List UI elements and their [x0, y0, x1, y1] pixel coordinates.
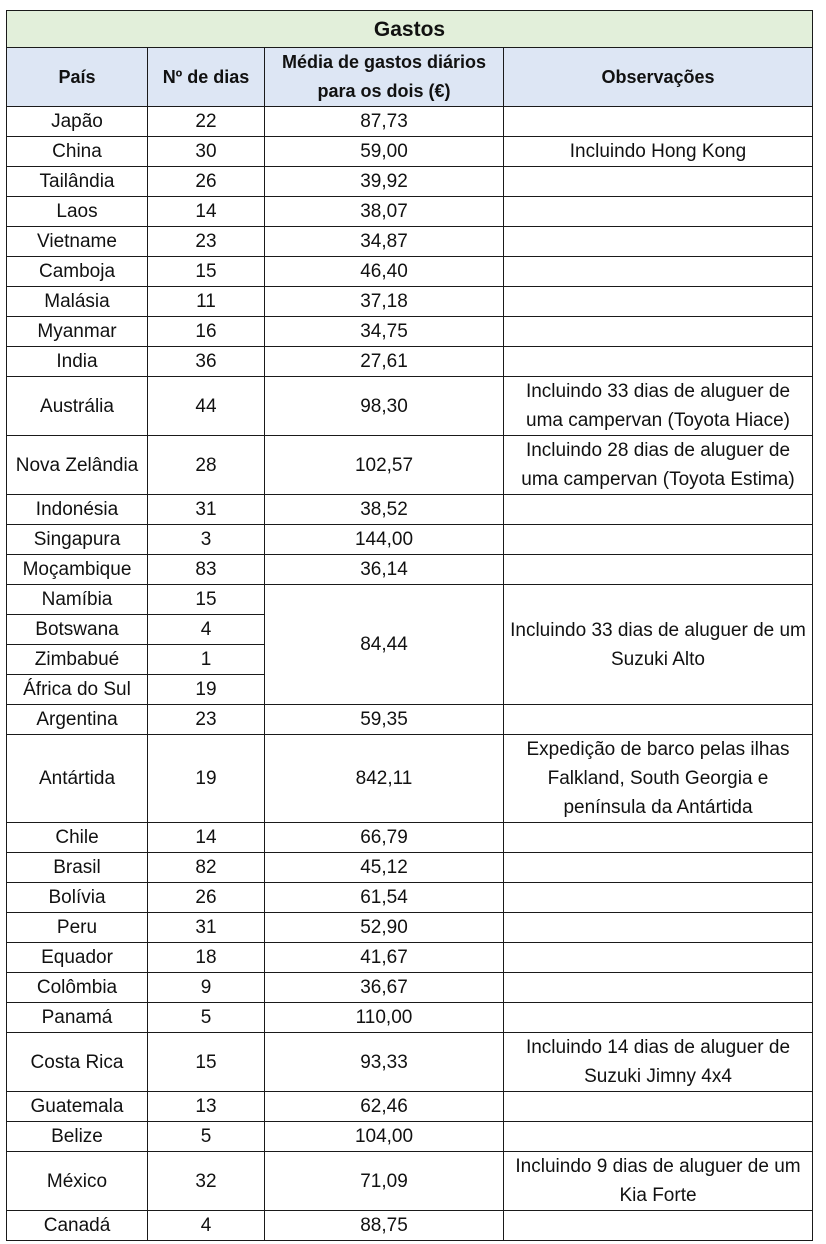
country-cell: México — [7, 1152, 148, 1211]
country-cell: Japão — [7, 107, 148, 137]
days-cell: 19 — [148, 675, 265, 705]
notes-cell — [504, 1003, 813, 1033]
days-cell: 13 — [148, 1092, 265, 1122]
country-cell: Guatemala — [7, 1092, 148, 1122]
country-cell: Equador — [7, 943, 148, 973]
days-cell: 26 — [148, 883, 265, 913]
table-row — [7, 227, 813, 257]
country-cell: India — [7, 347, 148, 377]
average-cell: 59,35 — [265, 705, 504, 735]
country-cell: Botswana — [7, 615, 148, 645]
average-cell: 62,46 — [265, 1092, 504, 1122]
average-cell: 110,00 — [265, 1003, 504, 1033]
country-cell: Brasil — [7, 853, 148, 883]
average-cell: 842,11 — [265, 735, 504, 823]
average-cell: 102,57 — [265, 436, 504, 495]
average-cell: 59,00 — [265, 137, 504, 167]
days-cell: 4 — [148, 1211, 265, 1241]
country-cell: Singapura — [7, 525, 148, 555]
table-row — [7, 1211, 813, 1241]
average-cell: 52,90 — [265, 913, 504, 943]
notes-cell — [504, 1092, 813, 1122]
notes-cell — [504, 705, 813, 735]
notes-cell — [504, 495, 813, 525]
days-cell: 14 — [148, 197, 265, 227]
average-cell: 71,09 — [265, 1152, 504, 1211]
days-cell: 9 — [148, 973, 265, 1003]
country-cell: Argentina — [7, 705, 148, 735]
table-row — [7, 973, 813, 1003]
header-days: Nº de dias — [148, 48, 265, 107]
table-row — [7, 913, 813, 943]
country-cell: Namíbia — [7, 585, 148, 615]
average-cell: 38,07 — [265, 197, 504, 227]
notes-cell — [504, 1211, 813, 1241]
notes-cell — [504, 317, 813, 347]
table-row — [7, 137, 813, 167]
days-cell: 15 — [148, 257, 265, 287]
notes-cell — [504, 525, 813, 555]
country-cell: Nova Zelândia — [7, 436, 148, 495]
header-notes: Observações — [504, 48, 813, 107]
average-cell: 61,54 — [265, 883, 504, 913]
table-row — [7, 436, 813, 495]
average-cell-southern-africa: 84,44 — [265, 585, 504, 705]
table-row — [7, 853, 813, 883]
table-row — [7, 287, 813, 317]
days-cell: 32 — [148, 1152, 265, 1211]
notes-cell — [504, 257, 813, 287]
country-cell: Camboja — [7, 257, 148, 287]
average-cell: 87,73 — [265, 107, 504, 137]
table-row — [7, 197, 813, 227]
days-cell: 11 — [148, 287, 265, 317]
days-cell: 44 — [148, 377, 265, 436]
days-cell: 14 — [148, 823, 265, 853]
country-cell: Panamá — [7, 1003, 148, 1033]
country-cell: Belize — [7, 1122, 148, 1152]
days-cell: 23 — [148, 227, 265, 257]
table-row — [7, 823, 813, 853]
notes-cell — [504, 853, 813, 883]
average-cell: 98,30 — [265, 377, 504, 436]
average-cell: 88,75 — [265, 1211, 504, 1241]
notes-cell: Incluindo 33 dias de aluguer de uma campervan (Toyota Hiace) — [504, 377, 813, 436]
average-cell: 34,75 — [265, 317, 504, 347]
country-cell: Antártida — [7, 735, 148, 823]
country-cell: Costa Rica — [7, 1033, 148, 1092]
average-cell: 39,92 — [265, 167, 504, 197]
notes-cell-southern-africa: Incluindo 33 dias de aluguer de um Suzuki Alto — [504, 585, 813, 705]
country-cell: Peru — [7, 913, 148, 943]
days-cell: 31 — [148, 913, 265, 943]
average-cell: 93,33 — [265, 1033, 504, 1092]
days-cell: 1 — [148, 645, 265, 675]
notes-cell: Expedição de barco pelas ilhas Falkland, South Georgia e península da Antártida — [504, 735, 813, 823]
table-row — [7, 377, 813, 436]
days-cell: 82 — [148, 853, 265, 883]
days-cell: 28 — [148, 436, 265, 495]
table-row — [7, 705, 813, 735]
table-row — [7, 883, 813, 913]
header-country: País — [7, 48, 148, 107]
table-row — [7, 525, 813, 555]
country-cell: Malásia — [7, 287, 148, 317]
days-cell: 22 — [148, 107, 265, 137]
table-row — [7, 257, 813, 287]
notes-cell: Incluindo 14 dias de aluguer de Suzuki Jimny 4x4 — [504, 1033, 813, 1092]
days-cell: 83 — [148, 555, 265, 585]
country-cell: Bolívia — [7, 883, 148, 913]
notes-cell — [504, 883, 813, 913]
table-row — [7, 317, 813, 347]
days-cell: 30 — [148, 137, 265, 167]
country-cell: Tailândia — [7, 167, 148, 197]
country-cell: Vietname — [7, 227, 148, 257]
country-cell: China — [7, 137, 148, 167]
table-row — [7, 555, 813, 585]
table-row — [7, 1152, 813, 1211]
notes-cell — [504, 227, 813, 257]
table-row — [7, 943, 813, 973]
table-row — [7, 1003, 813, 1033]
average-cell: 34,87 — [265, 227, 504, 257]
notes-cell — [504, 943, 813, 973]
notes-cell — [504, 1122, 813, 1152]
days-cell: 3 — [148, 525, 265, 555]
average-cell: 36,67 — [265, 973, 504, 1003]
table-row — [7, 1122, 813, 1152]
days-cell: 16 — [148, 317, 265, 347]
days-cell: 15 — [148, 585, 265, 615]
notes-cell: Incluindo Hong Kong — [504, 137, 813, 167]
days-cell: 5 — [148, 1122, 265, 1152]
notes-cell — [504, 347, 813, 377]
days-cell: 31 — [148, 495, 265, 525]
days-cell: 26 — [148, 167, 265, 197]
expenses-table — [6, 10, 813, 1241]
average-cell: 41,67 — [265, 943, 504, 973]
table-row — [7, 107, 813, 137]
country-cell: Canadá — [7, 1211, 148, 1241]
average-cell: 38,52 — [265, 495, 504, 525]
country-cell: Chile — [7, 823, 148, 853]
notes-cell: Incluindo 9 dias de aluguer de um Kia Forte — [504, 1152, 813, 1211]
table-row — [7, 495, 813, 525]
average-cell: 144,00 — [265, 525, 504, 555]
days-cell: 5 — [148, 1003, 265, 1033]
average-cell: 37,18 — [265, 287, 504, 317]
notes-cell: Incluindo 28 dias de aluguer de uma campervan (Toyota Estima) — [504, 436, 813, 495]
notes-cell — [504, 197, 813, 227]
average-cell: 104,00 — [265, 1122, 504, 1152]
average-cell: 66,79 — [265, 823, 504, 853]
days-cell: 23 — [148, 705, 265, 735]
notes-cell — [504, 913, 813, 943]
notes-cell — [504, 107, 813, 137]
notes-cell — [504, 167, 813, 197]
notes-cell — [504, 287, 813, 317]
days-cell: 19 — [148, 735, 265, 823]
notes-cell — [504, 973, 813, 1003]
country-cell: Moçambique — [7, 555, 148, 585]
average-cell: 46,40 — [265, 257, 504, 287]
table-row — [7, 1092, 813, 1122]
table-row — [7, 1033, 813, 1092]
average-cell: 27,61 — [265, 347, 504, 377]
table-title: Gastos — [7, 11, 813, 48]
header-average-daily-spend: Média de gastos diários para os dois (€) — [265, 48, 504, 107]
notes-cell — [504, 555, 813, 585]
country-cell: África do Sul — [7, 675, 148, 705]
average-cell: 45,12 — [265, 853, 504, 883]
country-cell: Laos — [7, 197, 148, 227]
table-row — [7, 347, 813, 377]
days-cell: 15 — [148, 1033, 265, 1092]
table-row — [7, 167, 813, 197]
days-cell: 4 — [148, 615, 265, 645]
country-cell: Colômbia — [7, 973, 148, 1003]
country-cell: Indonésia — [7, 495, 148, 525]
country-cell: Austrália — [7, 377, 148, 436]
table-row — [7, 735, 813, 823]
average-cell: 36,14 — [265, 555, 504, 585]
table-row — [7, 585, 813, 615]
country-cell: Zimbabué — [7, 645, 148, 675]
days-cell: 36 — [148, 347, 265, 377]
notes-cell — [504, 823, 813, 853]
country-cell: Myanmar — [7, 317, 148, 347]
days-cell: 18 — [148, 943, 265, 973]
